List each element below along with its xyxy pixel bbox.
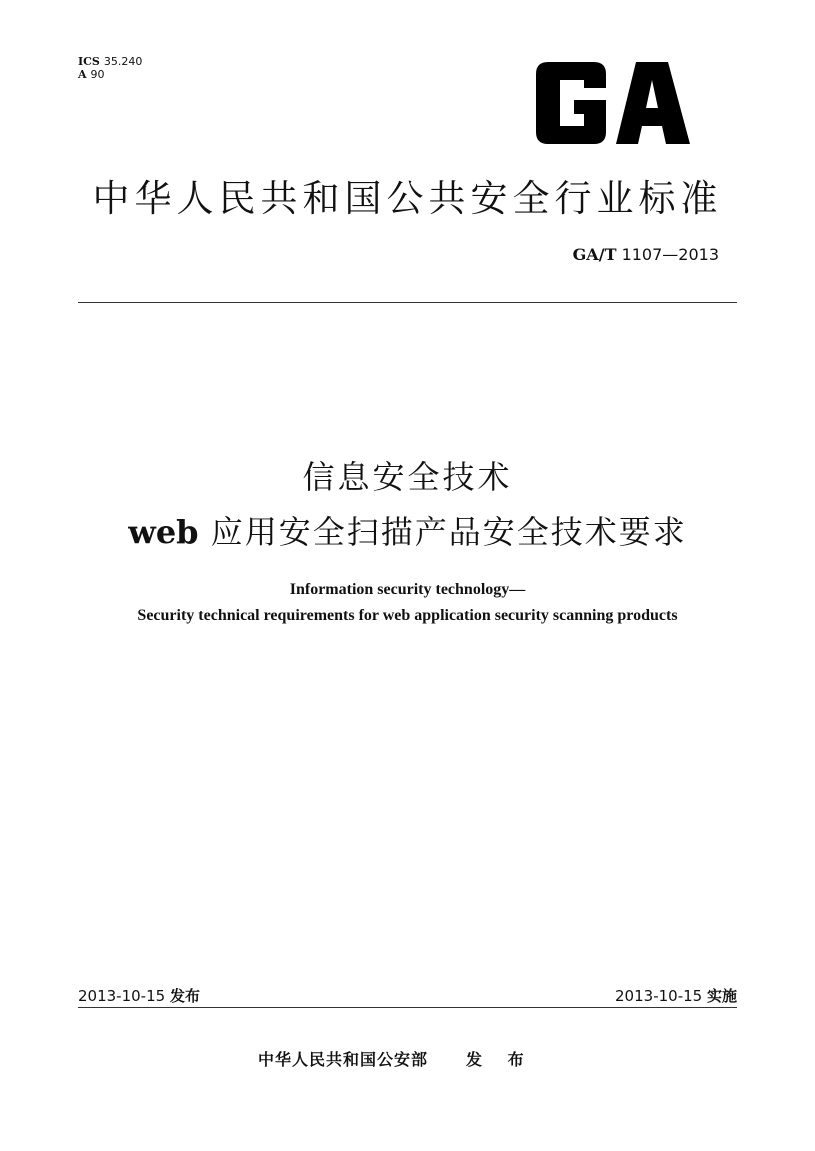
standard-number-value: 1107—2013 [621,245,719,264]
publisher-action: 发 布 [466,1050,534,1069]
ccs-label: A [78,68,87,81]
ccs-code [78,68,142,81]
publisher [258,1047,534,1070]
ga-logo [532,62,692,144]
issue-date-value: 2013-10-15 [78,987,166,1005]
title-en-line2: Security technical requirements for web application security scanning products [137,607,678,624]
ccs-value: 90 [90,68,105,81]
title-en-line1: Information security technology— [289,581,526,598]
title-cn-rest: 应用安全扫描产品安全技术要求 [210,513,687,551]
issue-date [78,985,200,1006]
bottom-divider [78,1007,737,1008]
standard-code: GA/T [572,245,617,264]
issue-date-label: 发布 [169,987,200,1005]
ics-label: ICS [78,55,100,68]
classification-codes [78,55,142,81]
standard-category-heading: 中华人民共和国公共安全行业标准 [92,177,723,220]
ics-code [78,55,142,68]
top-divider [78,302,737,303]
implementation-date [615,985,737,1006]
title-cn-line2 [0,507,815,553]
title-cn-line1: 信息安全技术 [302,458,513,496]
title-cn-latin: web [128,513,199,551]
standard-number [573,245,719,264]
ga-logo-mark [532,62,692,144]
publisher-name: 中华人民共和国公安部 [258,1050,429,1069]
impl-date-label: 实施 [706,987,737,1005]
impl-date-value: 2013-10-15 [615,987,703,1005]
ics-value: 35.240 [103,55,143,68]
